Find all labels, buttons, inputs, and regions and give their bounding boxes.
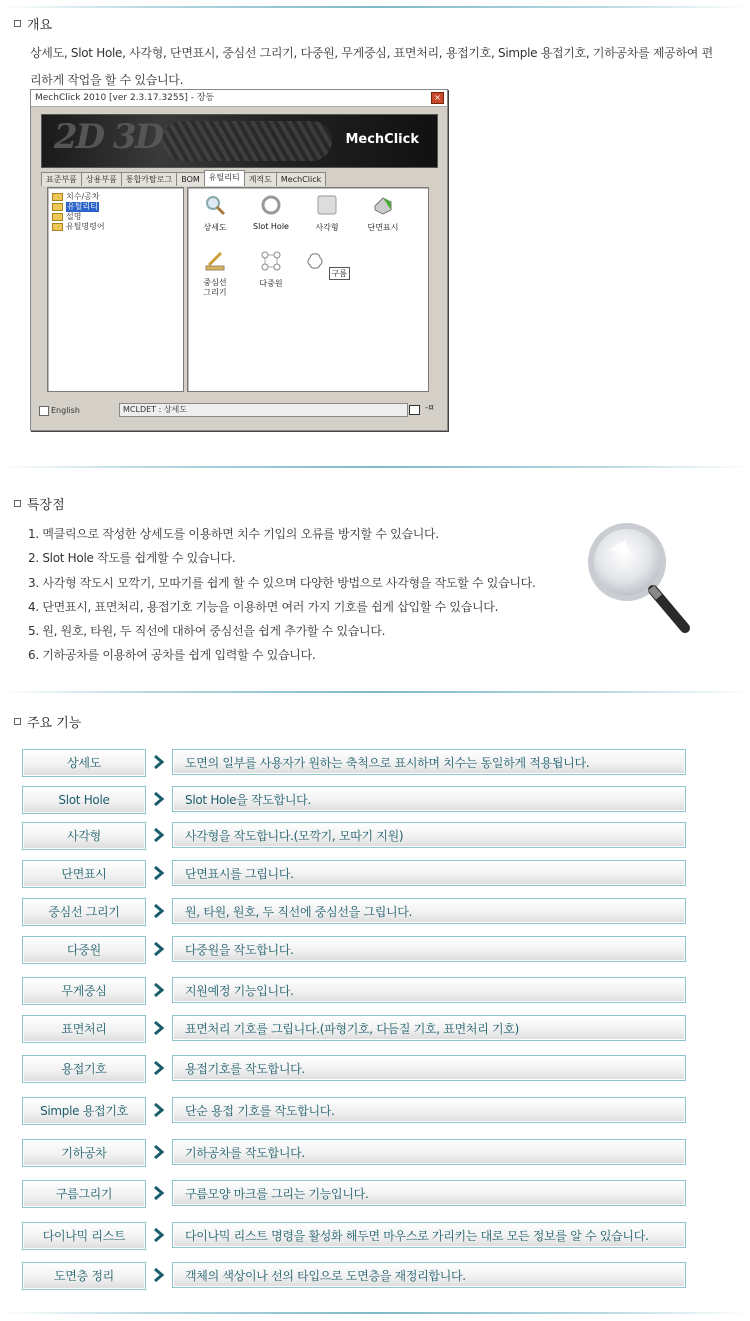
folder-icon — [52, 223, 63, 231]
chevron-right-icon — [152, 1061, 166, 1075]
function-description: 단면표시를 그립니다. — [172, 860, 686, 886]
window-restore-icon[interactable] — [409, 405, 420, 415]
overview-text: 상세도, Slot Hole, 사각형, 단면표시, 중심선 그리기, 다중원, 무게중심, 표면처리, 용접기호, Simple 용접기호, 기하공차를 제공하여 편리하게 작업을 할 수 있습니다. — [30, 46, 713, 87]
app-banner — [41, 114, 438, 168]
function-description: 단순 용접 기호를 작도합니다. — [172, 1097, 686, 1123]
function-row — [22, 786, 692, 814]
bullet-square-icon — [14, 718, 21, 725]
close-icon[interactable]: × — [431, 92, 444, 104]
top-separator — [0, 6, 750, 8]
feature-item: 3. 사각형 작도시 모깍기, 모따기를 쉽게 할 수 있으며 다양한 방법으로 사각형을 작도할 수 있습니다. — [28, 575, 536, 590]
pin-icon[interactable]: -¤ — [425, 403, 434, 413]
chevron-right-icon — [152, 1145, 166, 1159]
function-name: 기하공차 — [22, 1139, 146, 1167]
gear-graphic — [162, 121, 332, 161]
function-row — [22, 977, 692, 1005]
function-name: 표면처리 — [22, 1015, 146, 1043]
folder-icon — [52, 213, 63, 221]
window-titlebar — [31, 90, 447, 107]
function-row — [22, 1262, 692, 1290]
chevron-right-icon — [152, 904, 166, 918]
english-checkbox[interactable] — [39, 406, 49, 416]
folder-icon — [52, 193, 63, 201]
function-row — [22, 1139, 692, 1167]
function-name: 상세도 — [22, 749, 146, 777]
tree-panel — [47, 187, 184, 392]
function-row — [22, 1015, 692, 1043]
function-description: 다중원을 작도합니다. — [172, 936, 686, 962]
feature-item: 6. 기하공차를 이용하여 공차를 쉽게 입력할 수 있습니다. — [28, 648, 316, 663]
function-name: 구름그리기 — [22, 1180, 146, 1208]
status-bar — [35, 403, 441, 417]
magnifier-icon — [204, 194, 226, 216]
tab-schematic[interactable]: 계적도 — [244, 172, 277, 186]
overview-title: 개요 — [14, 14, 52, 33]
function-row — [22, 1180, 692, 1208]
function-description: 기하공차를 작도합니다. — [172, 1139, 686, 1165]
tool-section[interactable]: 단면표시 — [358, 194, 408, 233]
chevron-right-icon — [152, 942, 166, 956]
icon-panel — [187, 187, 429, 392]
function-description: Slot Hole을 작도합니다. — [172, 786, 686, 812]
separator-2 — [0, 691, 750, 693]
magnifier-glass-icon — [585, 520, 695, 638]
english-label: English — [51, 406, 80, 415]
bullet-square-icon — [14, 20, 21, 27]
function-row — [22, 936, 692, 964]
function-name: 다이나믹 리스트 — [22, 1222, 146, 1250]
tree-item-dimension[interactable]: 치수/공차 — [48, 192, 183, 202]
pencil-ruler-icon — [204, 250, 226, 272]
function-name: Slot Hole — [22, 786, 146, 814]
function-row — [22, 749, 692, 777]
function-description: 객체의 색상이나 선의 타입으로 도면층을 재정리합니다. — [172, 1262, 686, 1288]
function-description: 원, 타원, 원호, 두 직선에 중심선을 그립니다. — [172, 898, 686, 924]
cloud-icon — [304, 250, 326, 272]
chevron-right-icon — [152, 1186, 166, 1200]
function-row — [22, 860, 692, 888]
chevron-right-icon — [152, 1228, 166, 1242]
function-description: 지원예정 기능입니다. — [172, 977, 686, 1003]
tool-multi-circle[interactable]: 다중원 — [246, 250, 296, 289]
function-description: 사각형을 작도합니다.(모깍기, 모따기 지원) — [172, 822, 686, 848]
tool-rectangle[interactable]: 사각형 — [302, 194, 352, 233]
tree-item-description[interactable]: 설명 — [48, 212, 183, 222]
function-name: 도면층 정리 — [22, 1262, 146, 1290]
function-row — [22, 1097, 692, 1125]
chevron-right-icon — [152, 866, 166, 880]
function-description: 구름모양 마크를 그리는 기능입니다. — [172, 1180, 686, 1206]
bullet-square-icon — [14, 500, 21, 507]
section-cube-icon — [372, 194, 394, 216]
function-name: 용접기호 — [22, 1055, 146, 1083]
multi-circle-icon — [260, 250, 282, 272]
function-description: 표면처리 기호를 그립니다.(파형기호, 다듬질 기호, 표면처리 기호) — [172, 1015, 686, 1041]
feature-item: 1. 멕클릭으로 작성한 상세도를 이용하면 치수 기입의 오류를 방지할 수 있습니다. — [28, 527, 439, 541]
chevron-right-icon — [152, 1103, 166, 1117]
function-name: 사각형 — [22, 822, 146, 850]
chevron-right-icon — [152, 792, 166, 806]
tool-slot-hole[interactable]: Slot Hole — [246, 194, 296, 231]
banner-2d3d-text: 2D 3D — [54, 117, 163, 157]
function-row — [22, 822, 692, 850]
features-title: 특장점 — [14, 494, 65, 513]
rectangle-icon — [316, 194, 338, 216]
tab-standard-parts[interactable]: 표준부품 — [41, 172, 82, 186]
function-name: 다중원 — [22, 936, 146, 964]
chevron-right-icon — [152, 1268, 166, 1282]
folder-icon — [52, 203, 63, 211]
tab-commercial-parts[interactable]: 상용부품 — [81, 172, 122, 186]
feature-item: 5. 원, 원호, 타원, 두 직선에 대하여 중심선을 쉽게 추가할 수 있습니다. — [28, 624, 386, 639]
chevron-right-icon — [152, 828, 166, 842]
bottom-separator — [0, 1312, 750, 1314]
function-description: 도면의 일부를 사용자가 원하는 축척으로 표시하며 치수는 동일하게 적용됩니다. — [172, 749, 686, 775]
function-row — [22, 898, 692, 926]
function-name: 중심선 그리기 — [22, 898, 146, 926]
tab-utility[interactable]: 유틸리티 — [204, 170, 245, 186]
function-name: 단면표시 — [22, 860, 146, 888]
tab-catalog[interactable]: 통합카탈로그 — [121, 172, 177, 186]
tool-detail[interactable]: 상세도 — [190, 194, 240, 233]
function-name: 무게중심 — [22, 977, 146, 1005]
app-window — [30, 89, 448, 431]
chevron-right-icon — [152, 983, 166, 997]
tree-item-utility[interactable]: 유틸리티 — [48, 202, 183, 212]
window-title: MechClick 2010 [ver 2.3.17.3255] - 장동 — [35, 93, 215, 103]
features-list — [28, 522, 535, 668]
feature-item: 4. 단면표시, 표면처리, 용접기호 기능을 이용하면 여러 가지 기호를 쉽게 삽입할 수 있습니다. — [28, 599, 499, 614]
tab-bar — [41, 172, 325, 186]
command-status-field: MCLDET : 상세도 — [119, 403, 408, 417]
tool-cloud[interactable]: 구름 — [302, 250, 352, 280]
function-name: Simple 용접기호 — [22, 1097, 146, 1125]
separator-1 — [0, 466, 750, 468]
feature-item: 2. Slot Hole 작도를 쉽게할 수 있습니다. — [28, 551, 236, 566]
function-description: 용접기호를 작도합니다. — [172, 1055, 686, 1081]
tab-bom[interactable]: BOM — [176, 172, 205, 186]
function-row — [22, 1055, 692, 1083]
ring-icon — [260, 194, 282, 216]
chevron-right-icon — [152, 1021, 166, 1035]
function-description: 다이나믹 리스트 명령을 활성화 해두면 마우스로 가리키는 대로 모든 정보를 알 수 있습니다. — [172, 1222, 686, 1248]
tree-item-commands[interactable]: 유틸명령어 — [48, 222, 183, 232]
tool-centerline[interactable]: 중심선 그리기 — [190, 250, 240, 298]
brand-logo: MechClick — [345, 132, 419, 147]
function-row — [22, 1222, 692, 1250]
functions-title: 주요 기능 — [14, 712, 81, 731]
chevron-right-icon — [152, 755, 166, 769]
tab-mechclick[interactable]: MechClick — [276, 172, 326, 186]
